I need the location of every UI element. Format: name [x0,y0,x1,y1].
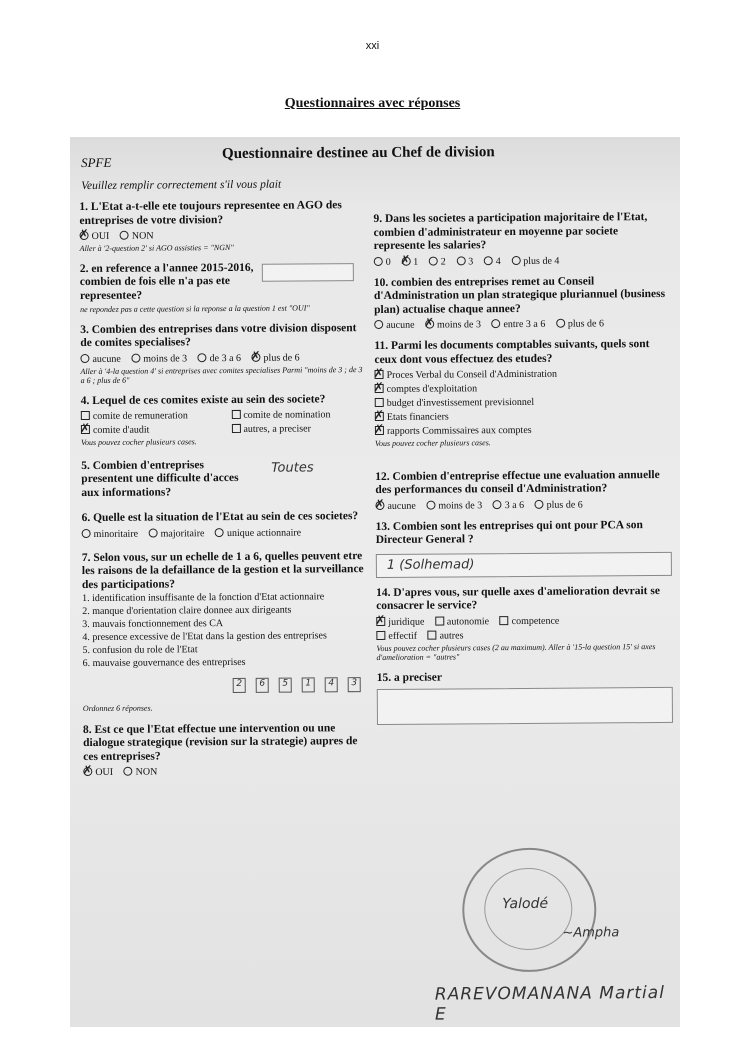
q7-item: 5. confusion du role de l'Etat [82,644,198,657]
q4-nomination-check[interactable] [231,410,240,419]
page-number: xxi [365,40,380,52]
q6-minoritaire-radio[interactable] [82,528,91,537]
org-label: SPFE [81,154,112,171]
question-13: 13. Combien sont les entreprises qui ont pour PCA son Directeur General ? 1 (Solhemad) [376,518,672,577]
q3-moins3-radio[interactable] [131,353,140,362]
q11-pv-check[interactable] [375,370,384,379]
page-heading: Questionnaires avec réponses [284,96,461,111]
q3-aucune-radio[interactable] [80,353,89,362]
q7-item: 2. manque d'orientation claire donnee aux dirigeants [82,604,292,618]
q15-answer-field[interactable] [377,687,673,725]
q11-budget-check[interactable] [375,398,384,407]
question-14: 14. D'apres vous, sur quelle axes d'amelioration devrait se consacrer le service? ✗juridique autonomie competence effectif autres Vous pouvez cocher plusieurs cases (2 au maximum). Aller à '15-la question 15' si axes d'amelioration = "autres" [376,584,673,662]
q5-answer: Toutes [271,459,314,476]
q8-non-radio[interactable] [124,767,133,776]
scanned-questionnaire [70,137,680,1027]
q4-remuneration-check[interactable] [81,411,90,420]
q10-aucune-radio[interactable] [374,320,383,329]
q3-plus6-radio[interactable] [252,352,261,361]
q6-unique-radio[interactable] [215,528,224,537]
question-1: 1. L'Etat a-t-elle ete toujours representee en AGO des entreprises de votre division? ✗OUI NON Aller à '2-question 2' si AGO assisties = "NGN" [79,199,365,253]
q7-item: 1. identification insuffisante de la fonction d'Etat actionnaire [82,591,325,605]
q12-aucune-radio[interactable] [375,500,384,509]
q7-item: 6. mauvaise gouvernance des entreprises [82,656,246,670]
question-15: 15. a preciser [377,669,673,725]
q8-oui-radio[interactable] [83,767,92,776]
right-column [373,211,673,734]
q10-plus6-radio[interactable] [556,319,565,328]
handwritten-signature: Yalodé [502,895,549,913]
q9-0-radio[interactable] [374,256,383,265]
q4-audit-check[interactable] [81,425,90,434]
question-9: 9. Dans les societes a participation majoritaire de l'Etat, combien d'administrateur en moyenne par societe represente les salaries? 0 ✗ 1 2 3 4 plus de 4 [373,211,669,268]
question-6: 6. Quelle est la situation de l'Etat au sein de ces societes? minoritaire majoritaire unique actionnaire [81,510,359,540]
question-12: 12. Combien d'entreprise effectue une evaluation annuelle des performances du conseil d'Administration? ✗aucune moins de 3 3 a 6 plus de 6 [375,468,671,511]
q9-3-radio[interactable] [456,256,465,265]
left-column [79,199,369,787]
question-11: 11. Parmi les documents comptables suivants, quels sont ceux dont vous effectuez des etudes? ✗Proces Verbal du Conseil d'Administration ✗comptes d'exploitation budget d'investissement previsionnel ✗Etats financiers ✗rapports Commissaires aux comptes Vous pouvez cocher plusieurs cases. [374,338,671,449]
question-10: 10. combien des entreprises remet au Conseil d'Administration un plan strategique pluriannuel (business plan) actualise chaque annee? aucune ✗ moins de 3 entre 3 a 6 plus de 6 [374,274,670,331]
q14-competence-check[interactable] [500,616,509,625]
signature-mark: ~Ampha [562,925,620,941]
q7-item: 4. presence excessive de l'Etat dans la gestion des entreprises [82,630,327,644]
q10-moins3-radio[interactable] [425,320,434,329]
q4-autres-check[interactable] [231,424,240,433]
question-7: 7. Selon vous, sur un echelle de 1 a 6, quelles peuvent etre les raisons de la defaillance de la gestion et la surveillance des participations? 1. identification insuffisante de la fonction d'Etat actionnaire 2. manque d'orientation claire donnee aux dirigeants 3. mauvais fonctionnement des CA 4. presence excessive de l'Etat dans la gestion des entreprises 5. confusion du role de l'Etat 6. mauvaise gouvernance des entreprises 2 6 5 1 4 3 Ordonnez 6 réponses. [82,550,369,714]
q9-2-radio[interactable] [429,256,438,265]
question-4: 4. Lequel de ces comites existe au sein des societe? comite de remuneration comite de nomination ✗comite d'audit autres, a preciser Vous pouvez cocher plusieurs cases. [81,393,367,448]
question-8: 8. Est ce que l'Etat effectue une intervention ou une dialogue strategique (revision sur la strategie) aupres de ces entreprises? ✗OUI NON [83,722,369,778]
q6-majoritaire-radio[interactable] [149,528,158,537]
q7-item: 3. mauvais fonctionnement des CA [82,618,224,631]
q2-answer-field[interactable] [262,263,354,282]
q9-plus4-radio[interactable] [511,255,520,264]
question-2: 2. en reference a l'annee 2015-2016, combien de fois elle n'a pas ete representee? ne repondez pas a cette question si la reponse a la question 1 est "OUI" [80,261,366,315]
q14-juridique-check[interactable] [376,616,385,625]
q1-non-radio[interactable] [120,231,129,240]
q11-comptes-check[interactable] [375,384,384,393]
form-intro: Veuillez remplir correctement s'il vous plait [81,178,282,193]
q1-oui-radio[interactable] [80,231,89,240]
q14-autonomie-check[interactable] [435,616,444,625]
q7-ranking: 2 6 5 1 4 3 [83,672,369,694]
signatory-name: RAREVOMANANA Martial E [434,982,665,1025]
q12-plus6-radio[interactable] [535,499,544,508]
q3-3a6-radio[interactable] [198,353,207,362]
q9-1-radio[interactable] [401,256,410,265]
q14-autres-check[interactable] [428,630,437,639]
q12-3a6-radio[interactable] [493,500,502,509]
question-3: 3. Combien des entreprises dans votre division disposent de comites specialises? aucune moins de 3 de 3 a 6 ✗ plus de 6 Aller à '4-la question 4' si entreprises avec comites specialises Parmi "moins de 3 ; de 3 a 6 ; plus de 6" [80,322,366,386]
q14-effectif-check[interactable] [376,630,385,639]
q12-moins3-radio[interactable] [426,500,435,509]
q13-answer-field[interactable]: 1 (Solhemad) [376,551,672,577]
question-5: 5. Combien d'entreprises presentent une difficulte d'acces aux informations? Toutes [81,458,314,499]
q10-3a6-radio[interactable] [491,319,500,328]
q9-4-radio[interactable] [484,256,493,265]
q11-etats-check[interactable] [375,412,384,421]
form-title: Questionnaire destinee au Chef de division [221,144,495,163]
q11-rapports-check[interactable] [375,426,384,435]
